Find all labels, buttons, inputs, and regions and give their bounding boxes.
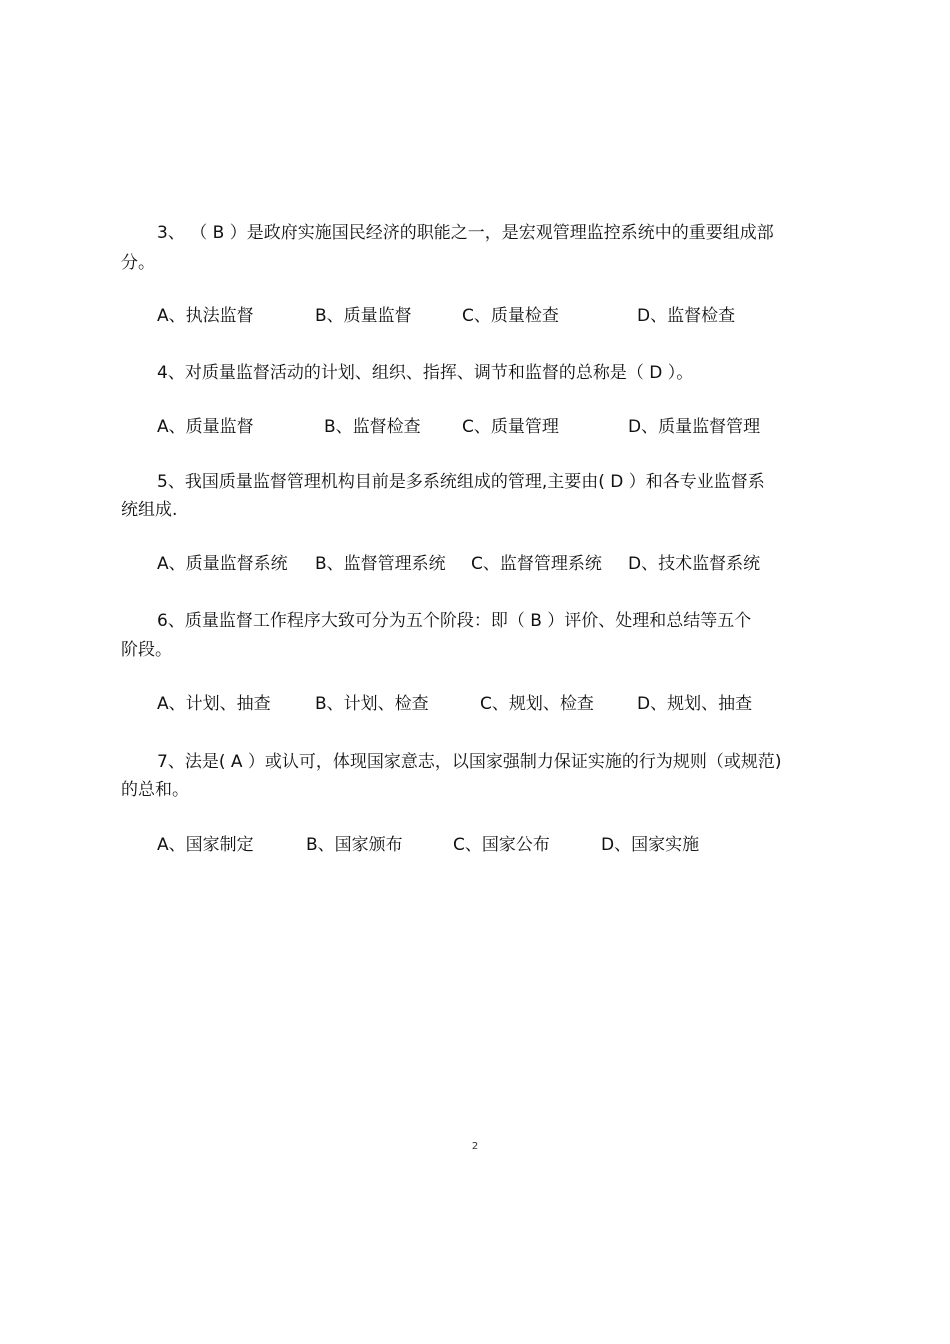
question-4-line-1: 4、对质量监督活动的计划、组织、指挥、调节和监督的总称是（ D ）。: [157, 363, 694, 383]
question-3-option-a: A、执法监督: [157, 306, 254, 326]
question-5-line-2: 统组成.: [121, 500, 178, 520]
question-6-option-b: B、计划、检查: [315, 694, 429, 714]
question-5-option-d: D、技术监督系统: [628, 554, 761, 574]
question-3-line-1: 3、 （ B ）是政府实施国民经济的职能之一，是宏观管理监控系统中的重要组成部: [157, 223, 774, 243]
question-3-option-b: B、质量监督: [315, 306, 412, 326]
question-4-option-b: B、监督检查: [324, 417, 421, 437]
question-4-option-c: C、质量管理: [462, 417, 559, 437]
question-7-line-1: 7、法是( A ）或认可，体现国家意志，以国家强制力保证实施的行为规则（或规范): [157, 752, 782, 772]
question-6-option-a: A、计划、抽查: [157, 694, 271, 714]
question-5-option-c: C、监督管理系统: [471, 554, 602, 574]
question-4-option-d: D、质量监督管理: [628, 417, 761, 437]
question-7-option-c: C、国家公布: [453, 835, 550, 855]
page-number: 2: [471, 1141, 479, 1152]
question-3-option-c: C、质量检查: [462, 306, 559, 326]
question-5-option-a: A、质量监督系统: [157, 554, 288, 574]
question-3-option-d: D、监督检查: [637, 306, 736, 326]
question-5-line-1: 5、我国质量监督管理机构目前是多系统组成的管理,主要由( D ）和各专业监督系: [157, 472, 765, 492]
question-6-option-c: C、规划、检查: [480, 694, 594, 714]
question-3-line-2: 分。: [121, 253, 155, 273]
question-7-option-d: D、国家实施: [601, 835, 700, 855]
question-7-line-2: 的总和。: [121, 780, 189, 800]
question-6-option-d: D、规划、抽查: [637, 694, 753, 714]
question-6-line-2: 阶段。: [121, 640, 172, 660]
question-4-option-a: A、质量监督: [157, 417, 254, 437]
question-6-line-1: 6、质量监督工作程序大致可分为五个阶段：即（ B ）评价、处理和总结等五个: [157, 611, 752, 631]
question-7-option-a: A、国家制定: [157, 835, 254, 855]
question-7-option-b: B、国家颁布: [306, 835, 403, 855]
question-5-option-b: B、监督管理系统: [315, 554, 446, 574]
